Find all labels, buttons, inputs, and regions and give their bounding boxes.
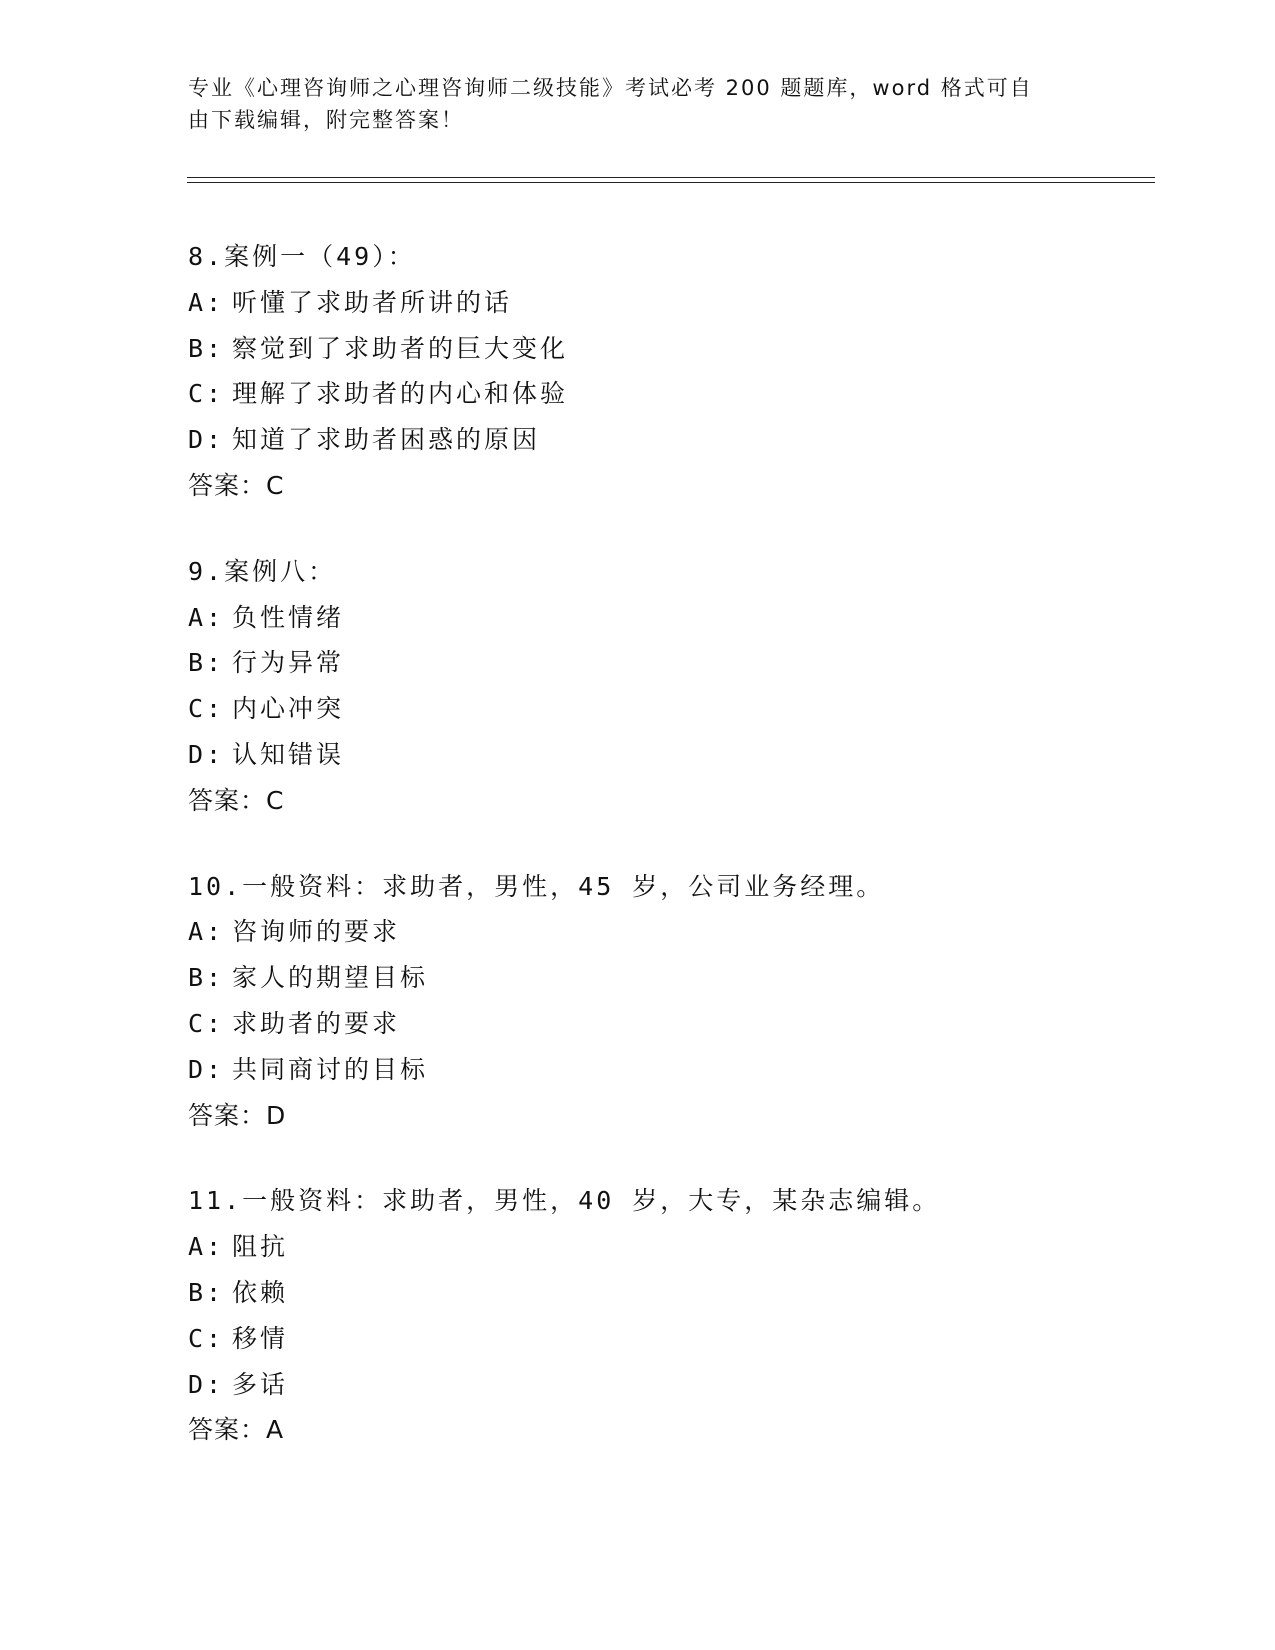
option-letter: C: xyxy=(188,694,225,724)
option-text: 求助者的要求 xyxy=(232,1008,401,1038)
option-letter: A: xyxy=(188,1232,225,1262)
header-line-1: 专业《心理咨询师之心理咨询师二级技能》考试必考 200 题题库，word 格式可自 xyxy=(188,76,1033,100)
option-letter: B: xyxy=(188,333,225,363)
option-c xyxy=(188,1316,1148,1362)
option-text: 内心冲突 xyxy=(232,694,345,724)
header-divider-top xyxy=(187,177,1155,178)
option-text: 家人的期望目标 xyxy=(232,963,429,993)
option-c xyxy=(188,371,1148,417)
option-text: 多话 xyxy=(232,1369,289,1399)
option-text: 知道了求助者困惑的原因 xyxy=(232,425,541,455)
option-c xyxy=(188,686,1148,732)
option-letter: A: xyxy=(188,917,225,947)
option-letter: A: xyxy=(188,287,225,317)
question-title: 10.一般资料：求助者，男性，45 岁，公司业务经理。 xyxy=(188,871,885,901)
option-text: 共同商讨的目标 xyxy=(232,1054,429,1084)
option-text: 依赖 xyxy=(232,1277,289,1307)
option-text: 听懂了求助者所讲的话 xyxy=(232,287,513,317)
option-letter: C: xyxy=(188,1008,225,1038)
option-letter: B: xyxy=(188,648,225,678)
option-letter: D: xyxy=(188,1054,225,1084)
question-item xyxy=(188,864,1148,1139)
option-b xyxy=(188,955,1148,1001)
option-letter: D: xyxy=(188,425,225,455)
option-letter: C: xyxy=(188,379,225,409)
option-a xyxy=(188,1224,1148,1270)
question-item xyxy=(188,549,1148,824)
header-divider-bottom xyxy=(187,182,1155,183)
option-letter: B: xyxy=(188,963,225,993)
answer-line: 答案：C xyxy=(188,470,285,500)
option-letter: D: xyxy=(188,1369,225,1399)
header-line-2: 由下载编辑，附完整答案！ xyxy=(188,108,464,132)
option-d xyxy=(188,1047,1148,1093)
option-a xyxy=(188,280,1148,326)
option-letter: D: xyxy=(188,739,225,769)
answer-line: 答案：A xyxy=(188,1415,285,1445)
option-text: 阻抗 xyxy=(232,1232,289,1262)
option-letter: C: xyxy=(188,1323,225,1353)
question-title: 11.一般资料：求助者，男性，40 岁，大专，某杂志编辑。 xyxy=(188,1186,941,1216)
option-b xyxy=(188,1270,1148,1316)
option-b xyxy=(188,326,1148,372)
document-header xyxy=(188,72,1068,136)
option-text: 理解了求助者的内心和体验 xyxy=(232,379,569,409)
option-d xyxy=(188,732,1148,778)
option-a xyxy=(188,595,1148,641)
question-item xyxy=(188,234,1148,509)
question-title: 9.案例八： xyxy=(188,556,337,586)
option-text: 认知错误 xyxy=(232,739,345,769)
option-b xyxy=(188,640,1148,686)
option-text: 察觉到了求助者的巨大变化 xyxy=(232,333,569,363)
answer-line: 答案：C xyxy=(188,785,285,815)
option-d xyxy=(188,417,1148,463)
option-text: 咨询师的要求 xyxy=(232,917,401,947)
option-c xyxy=(188,1001,1148,1047)
question-list xyxy=(188,234,1148,1493)
question-title: 8.案例一（49）： xyxy=(188,242,416,271)
option-d xyxy=(188,1362,1148,1408)
option-letter: A: xyxy=(188,602,225,632)
option-text: 负性情绪 xyxy=(232,602,345,632)
option-text: 行为异常 xyxy=(232,648,345,678)
answer-line: 答案：D xyxy=(188,1100,287,1130)
option-letter: B: xyxy=(188,1277,225,1307)
option-a xyxy=(188,909,1148,955)
question-item xyxy=(188,1178,1148,1453)
option-text: 移情 xyxy=(232,1323,289,1353)
